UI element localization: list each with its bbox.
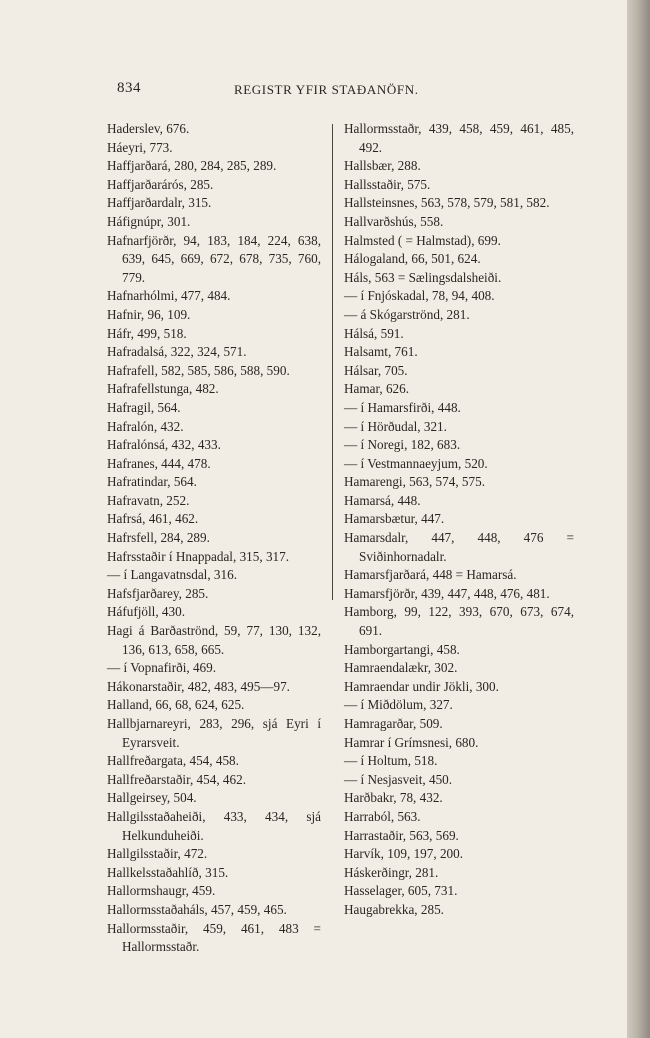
index-entry: — í Holtum, 518. [344, 753, 438, 769]
index-entry: Hallormshaugr, 459. [107, 883, 216, 899]
index-entry: Hagi á Barðaströnd, 59, 77, 130, 132, 136, 613, 658, 665. [107, 623, 321, 657]
index-entry: Hálogaland, 66, 501, 624. [344, 251, 481, 267]
index-entry: Háeyri, 773. [107, 139, 173, 155]
index-entry: — í Hörðudal, 321. [344, 418, 447, 434]
index-entry: Haffjarðardalr, 315. [107, 195, 212, 211]
index-entry: Harraból, 563. [344, 808, 421, 824]
index-entry: Harrastaðir, 563, 569. [344, 827, 459, 843]
index-entry: — í Vestmannaeyjum, 520. [344, 455, 488, 471]
index-entry: Hafnarfjörðr, 94, 183, 184, 224, 638, 639, 645, 669, 672, 678, 735, 760, 779. [107, 232, 321, 285]
index-entry: Hamarsfjarðará, 448 = Hamarsá. [344, 567, 517, 583]
index-entry: Halsamt, 761. [344, 344, 418, 360]
page-edge [627, 0, 650, 1038]
index-entry: Hallgeirsey, 504. [107, 790, 197, 806]
index-entry: — í Fnjóskadal, 78, 94, 408. [344, 288, 495, 304]
index-entry: — á Skógarströnd, 281. [344, 306, 470, 322]
index-entry: Hamborgartangi, 458. [344, 641, 460, 657]
index-column-right [344, 120, 574, 920]
running-title: REGISTR YFIR STAÐANÖFN. [234, 82, 419, 97]
index-entry: Hafnir, 96, 109. [107, 306, 191, 322]
index-entry: Haugabrekka, 285. [344, 901, 444, 917]
index-entry: Hamarsdalr, 447, 448, 476 = Sviðinhornadalr. [344, 530, 574, 564]
index-entry: Hafrsfell, 284, 289. [107, 530, 210, 546]
index-entry: Hafratindar, 564. [107, 474, 197, 490]
index-entry: Hákonarstaðir, 482, 483, 495—97. [107, 678, 290, 694]
index-entry: Harvík, 109, 197, 200. [344, 846, 464, 862]
index-entry: Hallormsstaðir, 459, 461, 483 = Hallormsstaðr. [107, 920, 321, 955]
index-entry: — í Noregi, 182, 683. [344, 437, 461, 453]
index-entry: Hamarsfjörðr, 439, 447, 448, 476, 481. [344, 585, 550, 601]
index-entry: Háfufjöll, 430. [107, 604, 186, 620]
index-entry: Hamragarðar, 509. [344, 716, 443, 731]
index-entry: Haffjarðará, 280, 284, 285, 289. [107, 158, 277, 174]
index-entry: Hallormsstaðr, 439, 458, 459, 461, 485, 492. [344, 121, 574, 155]
index-entry: Hallormsstaðaháls, 457, 459, 465. [107, 901, 287, 917]
index-entry: Hamborg, 99, 122, 393, 670, 673, 674, 691. [344, 604, 574, 639]
index-entry: Hamarsá, 448. [344, 492, 421, 508]
index-entry: Hallfreðarstaðir, 454, 462. [107, 771, 246, 787]
index-entry: Hafralón, 432. [107, 418, 184, 434]
index-entry: Hallfreðargata, 454, 458. [107, 753, 239, 769]
index-entry: Hafrsstaðir í Hnappadal, 315, 317. [107, 548, 290, 564]
index-entry: Hamarsbætur, 447. [344, 511, 445, 527]
index-entry: Háfr, 499, 518. [107, 325, 187, 341]
index-entry: Haffjarðarárós, 285. [107, 176, 214, 192]
index-entry: Hallsteinsnes, 563, 578, 579, 581, 582. [344, 195, 550, 211]
column-divider [332, 124, 333, 600]
index-entry: Hallsbær, 288. [344, 158, 421, 174]
index-entry: Háfignúpr, 301. [107, 213, 191, 229]
index-entry: Hafravatn, 252. [107, 492, 190, 508]
index-entry: Hafrafellstunga, 482. [107, 381, 219, 397]
index-entry: Hafsfjarðarey, 285. [107, 585, 209, 601]
index-entry: Hallgilsstaðir, 472. [107, 846, 208, 862]
index-entry: Hamarengi, 563, 574, 575. [344, 474, 486, 490]
index-entry: Hallbjarnareyri, 283, 296, sjá Eyri í Eyrarsveit. [107, 716, 321, 750]
index-entry: Harðbakr, 78, 432. [344, 790, 443, 806]
index-entry: Halland, 66, 68, 624, 625. [107, 697, 245, 713]
index-entry: Hallsstaðir, 575. [344, 176, 431, 192]
index-entry: Hálsá, 591. [344, 325, 404, 341]
index-entry: Hafragil, 564. [107, 399, 181, 415]
index-entry: Hafrafell, 582, 585, 586, 588, 590. [107, 362, 290, 378]
page-number: 834 [117, 80, 141, 96]
index-entry: Hafranes, 444, 478. [107, 455, 211, 471]
index-entry: — í Nesjasveit, 450. [344, 771, 453, 787]
index-entry: Hamar, 626. [344, 381, 410, 397]
index-column-left [107, 120, 321, 957]
index-entry: Hamraendalækr, 302. [344, 660, 458, 676]
index-entry: Hamraendar undir Jökli, 300. [344, 678, 499, 694]
index-entry: — í Miðdölum, 327. [344, 697, 453, 713]
index-entry: Háskerðingr, 281. [344, 864, 439, 880]
index-entry: Hallgilsstaðaheiði, 433, 434, sjá Helkunduheiði. [107, 808, 321, 843]
index-entry: Hafralónsá, 432, 433. [107, 437, 221, 453]
index-entry: Hallvarðshús, 558. [344, 213, 444, 229]
index-entry: Halmsted ( = Halmstad), 699. [344, 232, 501, 248]
index-entry: — í Vopnafirði, 469. [107, 660, 217, 676]
index-entry: — í Langavatnsdal, 316. [107, 567, 238, 583]
index-entry: Hálsar, 705. [344, 362, 408, 378]
index-entry: Hafrsá, 461, 462. [107, 511, 199, 527]
index-entry: Hamrar í Grímsnesi, 680. [344, 734, 479, 750]
index-entry: Háls, 563 = Sælingsdalsheiði. [344, 269, 502, 285]
index-entry: Hafnarhólmi, 477, 484. [107, 288, 231, 304]
index-entry: — í Hamarsfirði, 448. [344, 399, 461, 415]
index-entry: Haderslev, 676. [107, 121, 190, 136]
page-header [117, 80, 557, 102]
index-entry: Hallkelsstaðahlíð, 315. [107, 864, 229, 880]
index-entry: Hasselager, 605, 731. [344, 883, 458, 899]
index-entry: Hafradalsá, 322, 324, 571. [107, 344, 247, 360]
